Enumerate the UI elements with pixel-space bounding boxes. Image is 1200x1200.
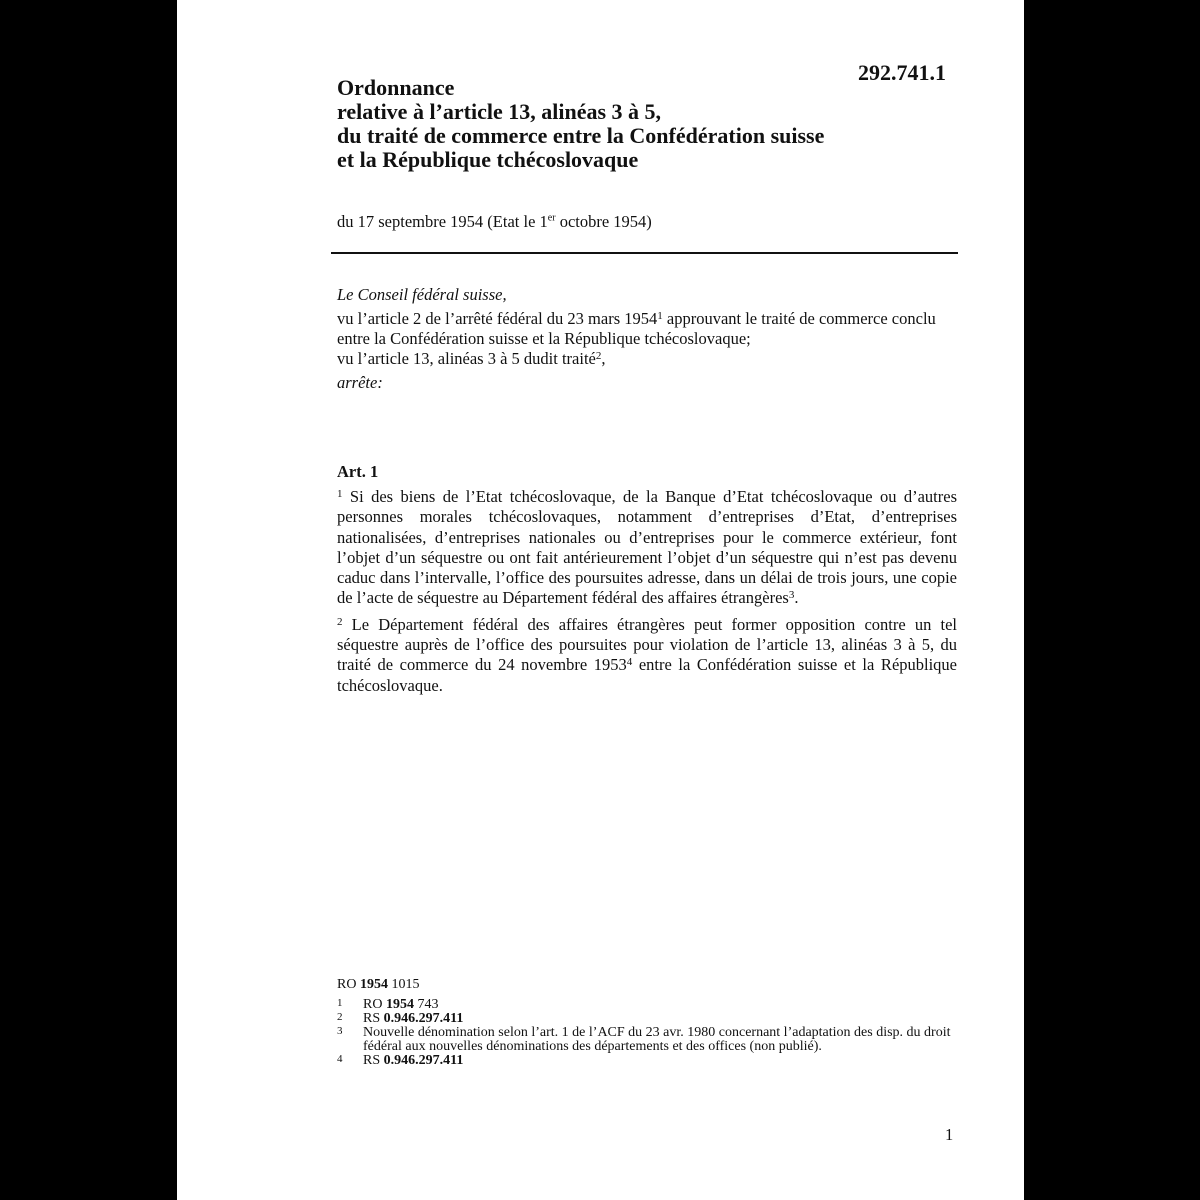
footnote-text xyxy=(363,1012,957,1026)
footnote-item xyxy=(337,998,957,1012)
issuing-authority: Le Conseil fédéral suisse, xyxy=(337,285,507,304)
title-line: Ordonnance xyxy=(337,75,455,100)
sr-number: 292.741.1 xyxy=(858,60,946,85)
paragraph-text: entre la Confédération suisse et la République tchécoslovaque. xyxy=(337,655,958,695)
footnote-text xyxy=(363,998,957,1012)
article-body xyxy=(337,487,957,702)
footnote-prefix: Nouvelle dénomination selon l’art. 1 de l’ACF du 23 avr. 1980 concernant l’adaptation des disp. du droit fédéral aux nouvelles dénominations des départements et des offices (non publié). xyxy=(363,1025,951,1054)
date-text: du 17 septembre 1954 (Etat le 1 xyxy=(337,212,548,231)
footnote-ref[interactable]: 1 xyxy=(657,310,663,322)
title-line: du traité de commerce entre la Confédération suisse xyxy=(337,123,825,148)
preamble-considerant xyxy=(337,349,957,369)
title-line: et la République tchécoslovaque xyxy=(337,147,639,172)
footnote-item xyxy=(337,1026,957,1054)
footnote-number: 4 xyxy=(337,1053,343,1065)
footnote-text xyxy=(363,1026,957,1054)
considerant-text: , xyxy=(601,349,606,368)
ro-page: 1015 xyxy=(387,977,420,992)
preamble xyxy=(337,285,957,393)
preamble-considerant xyxy=(337,309,957,349)
header-divider xyxy=(331,252,958,254)
paragraph-text: Le Département fédéral des affaires étrangères peut former opposition contre un tel séquestre auprès de l’office des poursuites pour violation de l’article 13, alinéas 3 à 5, du traité de commerce du 24 novembre 1953 xyxy=(337,614,957,675)
considerant-text: vu l’article 13, alinéas 3 à 5 dudit traité xyxy=(337,349,596,368)
footnote-item xyxy=(337,1012,957,1026)
title-line: relative à l’article 13, alinéas 3 à 5, xyxy=(337,99,662,124)
date-text: octobre 1954) xyxy=(555,212,652,231)
footnote-bold: 0.946.297.411 xyxy=(383,1011,464,1026)
footnote-number: 3 xyxy=(337,1025,343,1037)
page-number: 1 xyxy=(945,1125,954,1144)
paragraph-number: 2 xyxy=(337,615,343,628)
footnote-suffix: 743 xyxy=(413,997,439,1012)
considerant-text: vu l’article 2 de l’arrêté fédéral du 23 mars 1954 xyxy=(337,309,658,328)
footnote-ref[interactable]: 4 xyxy=(626,656,633,669)
article-paragraph xyxy=(337,487,957,609)
decree-word: arrête: xyxy=(337,373,383,392)
footnote-ref[interactable]: 2 xyxy=(595,350,602,362)
document-title xyxy=(337,76,824,172)
footnote-prefix: RS xyxy=(363,1053,384,1068)
article-paragraph xyxy=(337,615,957,696)
paragraph-text: . xyxy=(794,588,799,608)
footnote-item xyxy=(337,1054,957,1068)
ro-reference xyxy=(337,978,957,992)
paragraph-number: 1 xyxy=(337,488,343,500)
footnote-text xyxy=(363,1054,957,1068)
footnote-number: 2 xyxy=(337,1011,343,1023)
document-date xyxy=(337,212,652,232)
footnote-number: 1 xyxy=(337,997,343,1009)
paragraph-text: Si des biens de l’Etat tchécoslovaque, de la Banque d’Etat tchécoslovaque ou d’autres personnes morales tchécoslovaques, notamment d’entreprises d’Etat, d’entreprises nationalisées, d’entreprises nationales ou d’entreprises pour le commerce extérieur, font l’objet d’un séquestre ou ont fait antérieurement l’objet d’un séquestre qui n’est pas devenu caduc dans l’intervalle, l’office des poursuites adresse, dans un délai de trois jours, une copie de l’acte de séquestre au Département fédéral des affaires étrangères xyxy=(337,487,957,608)
footnote-bold: 1954 xyxy=(385,997,414,1012)
article-title: Art. 1 xyxy=(337,462,379,481)
footnote-prefix: RS xyxy=(363,1011,384,1026)
ro-year: 1954 xyxy=(359,977,388,992)
footnotes xyxy=(337,978,957,1068)
considerant-text: approuvant le traité de commerce conclu entre la Confédération suisse et la République tchécoslovaque; xyxy=(337,309,936,348)
footnote-bold: 0.946.297.411 xyxy=(383,1053,464,1068)
date-superscript: er xyxy=(547,212,556,224)
ro-prefix: RO xyxy=(337,977,360,992)
footnote-prefix: RO xyxy=(363,997,386,1012)
footnote-ref[interactable]: 3 xyxy=(788,589,795,602)
